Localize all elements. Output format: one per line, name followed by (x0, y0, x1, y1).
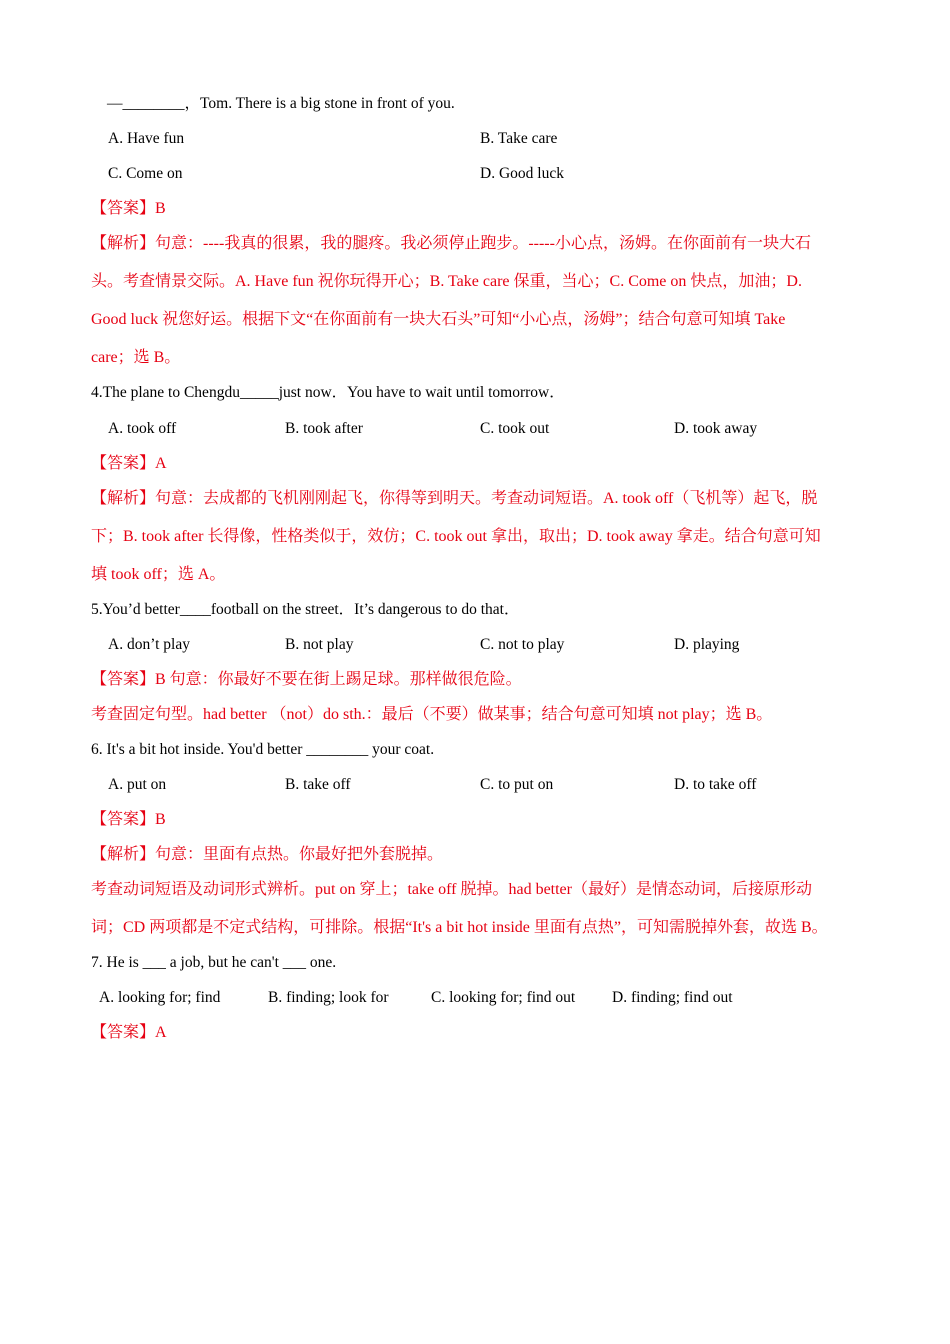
q4-option-d: D. took away (674, 420, 758, 437)
q4-analysis-line-3: 填 took off；选 A。 (91, 566, 226, 583)
q7-option-c: C. looking for; find out (431, 989, 576, 1006)
q4-stem: 4.The plane to Chengdu_____just now．You have to wait until tomorrow． (91, 384, 565, 401)
q4-option-a: A. took off (108, 420, 177, 437)
q6-answer: 【答案】B (91, 811, 166, 828)
q7-option-b: B. finding; look for (268, 989, 389, 1006)
q5-option-b: B. not play (285, 636, 354, 653)
q5-option-a: A. don’t play (108, 636, 190, 653)
q6-option-c: C. to put on (480, 776, 554, 793)
q3-option-b: B. Take care (480, 130, 558, 147)
q5-option-d: D. playing (674, 636, 740, 653)
q6-option-d: D. to take off (674, 776, 757, 793)
q6-stem: 6. It's a bit hot inside. You'd better ________ your coat. (91, 741, 435, 758)
q6-option-a: A. put on (108, 776, 167, 793)
q4-analysis-line-1: 【解析】句意：去成都的飞机刚刚起飞，你得等到明天。考查动词短语。A. took off（飞机等）起飞，脱 (91, 490, 818, 507)
q3-analysis-line-1: 【解析】句意：----我真的很累，我的腿疼。我必须停止跑步。-----小心点，汤姆。在你面前有一块大石 (91, 235, 811, 252)
q6-analysis-line-3: 词；CD 两项都是不定式结构，可排除。根据“It's a bit hot inside 里面有点热”，可知需脱掉外套，故选 B。 (91, 919, 828, 936)
q5-answer: 【答案】B 句意：你最好不要在街上踢足球。那样做很危险。 (91, 671, 522, 688)
q4-answer: 【答案】A (91, 455, 167, 472)
q5-stem: 5.You’d better____football on the street．It’s dangerous to do that． (91, 601, 520, 618)
q7-stem: 7. He is ___ a job, but he can't ___ one. (91, 954, 337, 971)
q7-answer: 【答案】A (91, 1024, 167, 1041)
q4-option-c: C. took out (480, 420, 550, 437)
q3-analysis-line-4: care；选 B。 (91, 349, 181, 366)
q6-analysis-line-2: 考查动词短语及动词形式辨析。put on 穿上；take off 脱掉。had better（最好）是情态动词，后接原形动 (91, 881, 812, 898)
q5-analysis-line-1: 考查固定句型。had better （not）do sth.：最后（不要）做某事；结合句意可知填 not play；选 B。 (91, 706, 773, 723)
q3-option-d: D. Good luck (480, 165, 564, 182)
q6-analysis-line-1: 【解析】句意：里面有点热。你最好把外套脱掉。 (91, 846, 444, 863)
q7-option-d: D. finding; find out (612, 989, 733, 1006)
q7-option-a: A. looking for; find (99, 989, 221, 1006)
q3-option-c: C. Come on (108, 165, 183, 182)
q3-answer: 【答案】B (91, 200, 166, 217)
q3-option-a: A. Have fun (108, 130, 185, 147)
q4-option-b: B. took after (285, 420, 363, 437)
q4-analysis-line-2: 下；B. took after 长得像，性格类似于，效仿；C. took out 拿出，取出；D. took away 拿走。结合句意可知 (91, 528, 821, 545)
q3-analysis-line-3: Good luck 祝您好运。根据下文“在你面前有一块大石头”可知“小心点，汤姆”；结合句意可知填 Take (91, 311, 786, 328)
q6-option-b: B. take off (285, 776, 351, 793)
q3-analysis-line-2: 头。考查情景交际。A. Have fun 祝你玩得开心；B. Take care 保重，当心；C. Come on 快点，加油；D. (91, 273, 802, 290)
q3-stem: —________，Tom. There is a big stone in front of you. (107, 95, 455, 112)
q5-option-c: C. not to play (480, 636, 565, 653)
